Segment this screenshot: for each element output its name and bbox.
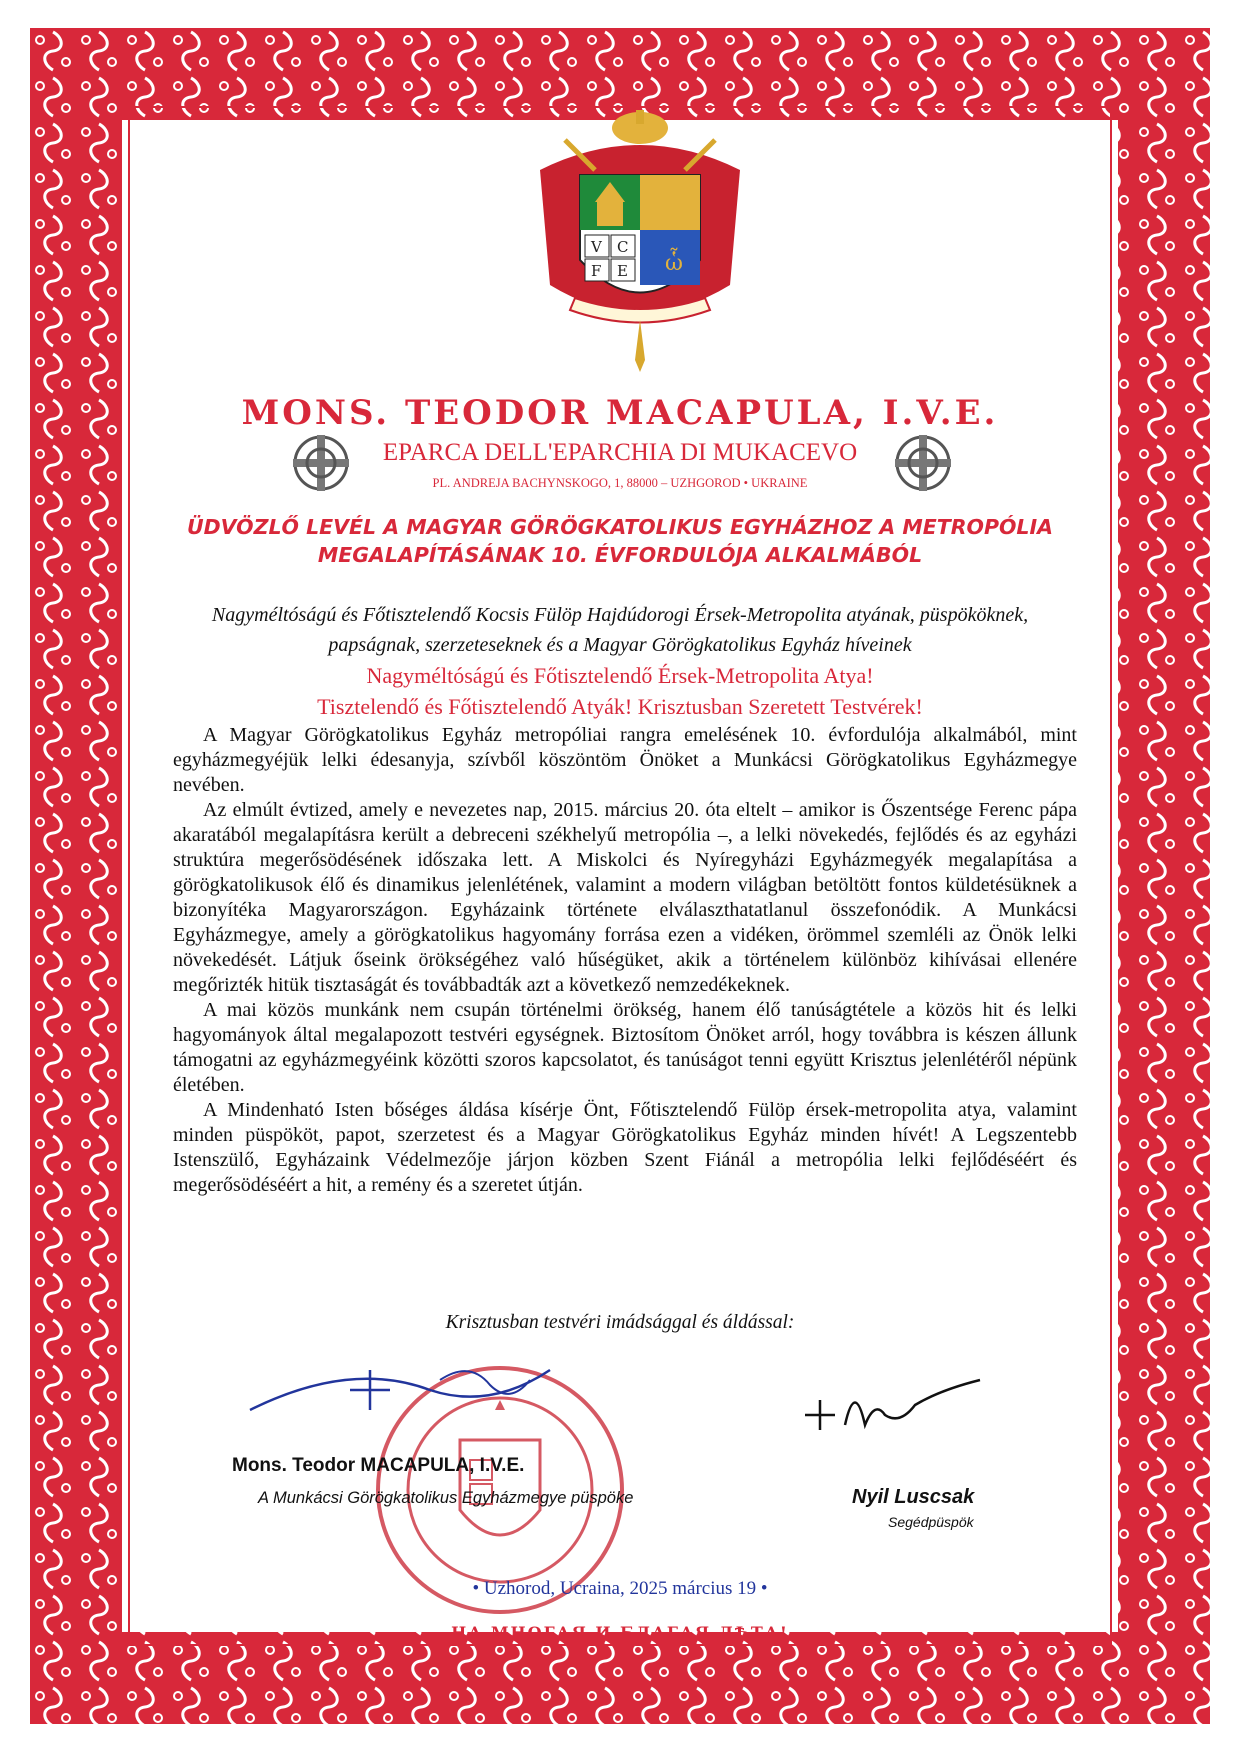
greeting <box>140 660 1100 722</box>
coat-of-arms <box>525 110 755 375</box>
eparchy-address: PL. ANDREJA BACHYNSKOGO, 1, 88000 – UZHGOROD • UKRAINE <box>432 476 808 490</box>
body-paragraph: A mai közös munkánk nem csupán történelmi örökség, hanem élő tanúságtétele a közös hit és lelki hagyományok által megalapozott testvéri egységnek. Biztosítom Önöket arról, hogy továbbra is készen állunk támogatni az egyházmegyéink közötti szoros kapcsolatot, és tanúságot tenni együtt Krisztus jelenlétéről népünk életében. <box>173 999 1077 1096</box>
title-line: ÜDVÖZLŐ LEVÉL A MAGYAR GÖRÖGKATOLIKUS EGYHÁZHOZ A METROPÓLIA <box>187 515 1053 539</box>
closing-line: Krisztusban testvéri imádsággal és áldással: <box>445 1312 795 1333</box>
right-signatory-role: Segédpüspök <box>888 1514 974 1530</box>
salutation-line: papságnak, szerzeteseknek és a Magyar Görögkatolikus Egyház híveinek <box>328 634 912 656</box>
left-signatory-name: Mons. Teodor MACAPULA, I.V.E. <box>232 1455 525 1476</box>
body-paragraph: A Mindenható Isten bőséges áldása kísérje Önt, Főtisztelendő Fülöp érsek-metropolita atya, valamint minden püspököt, papot, szerzetest és a Magyar Görögkatolikus Egyház minden hívét! A Legszentebb Istenszülő, Egyházaink Védelmezője járjon közben Szent Fiánál a metropólia lelki fejlődéséért és megerősödéséért a hit, a remény és a szeretet útján. <box>173 1099 1077 1196</box>
salutation <box>140 600 1100 660</box>
coat-letter-e: E <box>617 262 628 280</box>
coat-letter-f: F <box>591 262 602 280</box>
body-paragraph: Az elmúlt évtized, amely e nevezetes nap, 2015. március 20. óta eltelt – amikor is Őszentsége Ferenc pápa akaratából megalapításra került a debreceni székhelyű metropólia –, a lelki növekedés, fejlődés és az egyházi struktúra megerősödésének időszaka lett. A Miskolci és Nyíregyházi Egyházmegyék megalapítása a görögkatolikusok élő és dinamikus jelenlétének, valamint a modern világban betöltött fontos küldetésüknek a bizonyítéka Magyarországon. Egyházaink története elválaszthatatlanul összefonódik. A Munkácsi Egyházmegye, amely a görögkatolikus hagyomány forrása ezen a vidéken, örömmel szemléli az Önök lelki növekedését. Látjuk őseink örökségéhez való hűségüket, akik a történelem különböz kihívásai ellenére megőrizték hitük tisztaságát és továbbadták azt a következő nemzedékeknek. <box>173 799 1077 996</box>
salutation-line: Nagyméltóságú és Főtisztelendő Kocsis Fülöp Hajdúdorogi Érsek-Metropolita atyának, püspököknek, <box>211 604 1029 626</box>
signature-area <box>140 1350 1100 1650</box>
right-signatory-name: Nyil Luscsak <box>852 1486 975 1508</box>
left-signatory-role: A Munkácsi Görögkatolikus Egyházmegye püspöke <box>258 1489 634 1507</box>
handwritten-signature-left <box>230 1350 610 1430</box>
greeting-line: Tisztelendő és Főtisztelendő Atyák! Krisztusban Szeretett Testvérek! <box>317 694 923 719</box>
letter-content <box>140 110 1100 1640</box>
title-line: MEGALAPÍTÁSÁNAK 10. ÉVFORDULÓJA ALKALMÁBÓL <box>317 543 923 567</box>
svg-text:ὧ: ὧ <box>665 251 683 276</box>
letter-title <box>160 513 1080 569</box>
coat-letter-c: C <box>617 238 629 256</box>
motto: НА МНОГАЯ И БЛАГАЯ ЛѢТА! <box>451 1623 789 1642</box>
coat-letter-v: V <box>591 238 602 256</box>
body-paragraph: A Magyar Görögkatolikus Egyház metropóliai rangra emelésének 10. évfordulója alkalmából, mint egyházmegyéjük lelki édesanyja, szívből köszöntöm Önöket a Munkácsi Görögkatolikus Egyházmegye nevében. <box>173 724 1077 796</box>
handwritten-signature-right <box>790 1370 990 1440</box>
eparchy-subtitle: EPARCA DELL'EPARCHIA DI MUKACEVO <box>382 439 858 466</box>
bishop-name-heading: MONS. TEODOR MACAPULA, I.V.E. <box>241 393 999 433</box>
place-and-date: • Uzhorod, Ucraina, 2025 március 19 • <box>472 1578 768 1599</box>
greeting-line: Nagyméltóságú és Főtisztelendő Érsek-Metropolita Atya! <box>366 663 874 688</box>
letter-body <box>173 723 1077 1198</box>
